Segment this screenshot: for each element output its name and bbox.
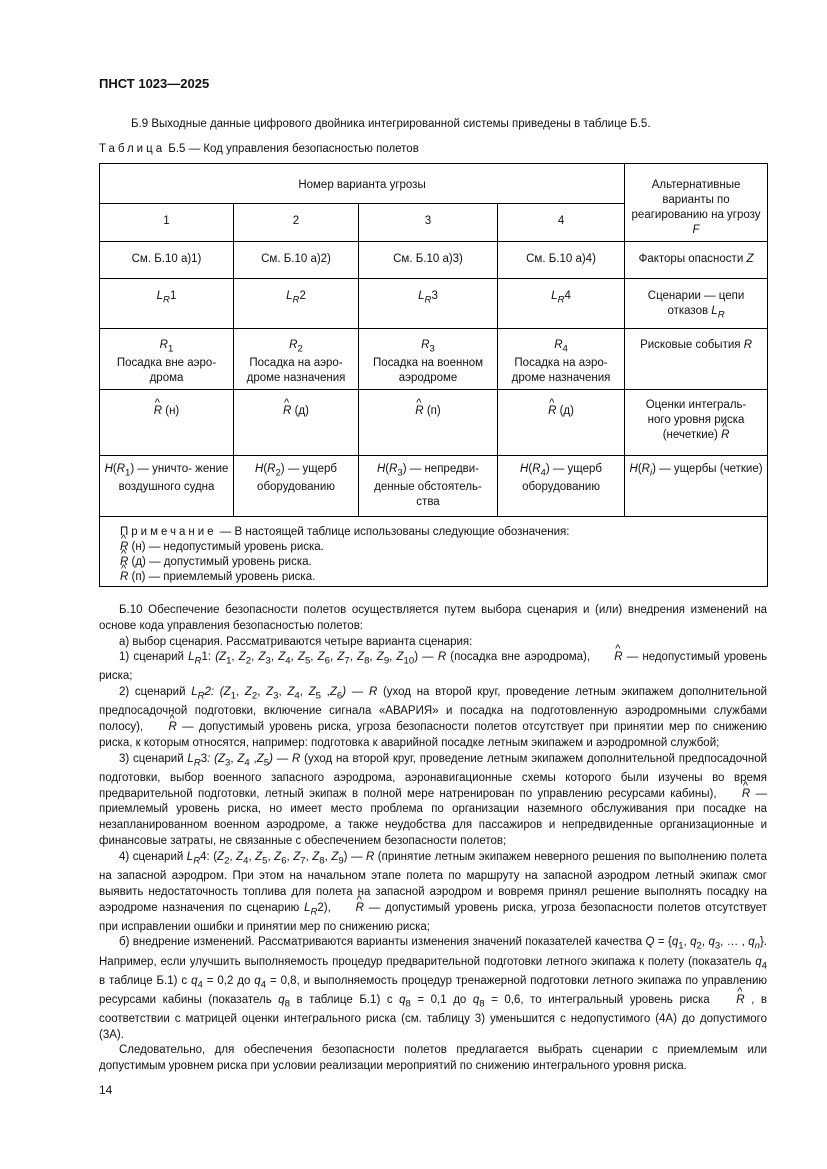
risk-alt: Рисковые события R bbox=[625, 329, 768, 390]
risk-cell: $R_4$ Посадка на аэро- дроме назначения bbox=[498, 329, 625, 390]
scenario-cell: $L_R1$ bbox=[100, 279, 234, 329]
factor-alt: Факторы опасности Z bbox=[625, 242, 768, 279]
note-item: (д) — допустимый уровень риска. bbox=[131, 556, 312, 568]
page-number: 14 bbox=[99, 1083, 113, 1097]
main-text bbox=[99, 603, 767, 1075]
note-item: (н) — недопустимый уровень риска. bbox=[131, 541, 324, 553]
group-header: Номер варианта угрозы bbox=[100, 164, 625, 204]
table-note: Примечание — В настоящей таблице использованы следующие обозначения: ^ R (н) — недопустимый уровень риска. ^ R (д) — допустимый уровень риска. ^ R (п) — приемлемый уровень риска. bbox=[100, 517, 768, 587]
caption-text: Б.5 — Код управления безопасностью полетов bbox=[168, 143, 419, 155]
intro-paragraph: Б.9 Выходные данные цифрового двойника интегрированной системы приведены в таблице Б.5. bbox=[131, 118, 651, 130]
scenario-cell: $L_R3$ bbox=[359, 279, 498, 329]
col-number: 3 bbox=[359, 204, 498, 242]
estimate-cell: ^ R (д) bbox=[498, 390, 625, 456]
scenario-alt: Сценарии — цепи отказов $L_R$ bbox=[625, 279, 768, 329]
risk-cell: $R_3$ Посадка на военном аэродроме bbox=[359, 329, 498, 390]
damage-alt: $H(R_i)$ — ущербы (четкие) bbox=[625, 456, 768, 517]
paragraph: 3) сценарий $L_R3$: ($Z_3$, $Z_4$ $,Z_5$) — R (уход на второй круг, проведение летным экипажем дополнительной предпосадочной подготовки, выбор военного запасного аэродрома, аэронавигационные схемы которого были изучены во время предварительной подготовки, летный экипаж в полной мере натренирован по управлению ресурсами кабины), ^ R — приемлемый уровень риска, но имеет место проблема по организации наземного обслуживания при посадке на незапланированном военном аэродроме, а также неудобства для пассажиров и непредвиденные организационные и финансовые затраты, не связанные с обеспечением безопасности полетов; bbox=[99, 752, 767, 850]
factor-cell: См. Б.10 а)1) bbox=[100, 242, 234, 279]
col-number: 1 bbox=[100, 204, 234, 242]
document-id: ПНСТ 1023—2025 bbox=[99, 76, 210, 91]
estimate-alt: Оценки интеграль- ного уровня риска (нечеткие) ^ R bbox=[625, 390, 768, 456]
paragraph: 4) сценарий $L_R4$: ($Z_2$, $Z_4$, $Z_5$, $Z_6$, $Z_7$, $Z_8$, $Z_9$) — R (принятие летным экипажем неверного решения по выполнению полета на запасной аэродром. При этом на начальном этапе полета по маршруту на запасной аэродром летный экипаж смог выявить недостаточность топлива для полета на запасной аэродром и вовремя принял решение выполнять посадку на аэродроме назначения по сценарию $L_R2$), ^ R — допустимый уровень риска, угроза безопасности полетов отсутствует при исправлении ошибки и принятии мер по снижению риска; bbox=[99, 850, 767, 936]
factor-cell: См. Б.10 а)3) bbox=[359, 242, 498, 279]
paragraph: а) выбор сценария. Рассматриваются четыре варианта сценария: bbox=[119, 635, 473, 648]
alt-header: Альтернативные варианты по реагированию на угрозу F bbox=[625, 164, 768, 242]
estimate-cell: ^ R (н) bbox=[100, 390, 234, 456]
col-number: 4 bbox=[498, 204, 625, 242]
damage-cell: $H(R_3)$ — непредви- денные обстоятель- ства bbox=[359, 456, 498, 517]
estimate-cell: ^ R (п) bbox=[359, 390, 498, 456]
factor-cell: См. Б.10 а)2) bbox=[234, 242, 359, 279]
estimate-cell: ^ R (д) bbox=[234, 390, 359, 456]
safety-code-table bbox=[99, 163, 768, 587]
paragraph: Следовательно, для обеспечения безопасности полетов предлагается выбрать сценарии с приемлемым или допустимым уровнем риска при условии реализации мероприятий по снижению интегрального уровня риска. bbox=[99, 1044, 767, 1073]
damage-cell: $H(R_2)$ — ущерб оборудованию bbox=[234, 456, 359, 517]
note-intro: — В настоящей таблице использованы следующие обозначения: bbox=[219, 526, 570, 538]
paragraph: 2) сценарий $L_R2$: ($Z_1$, $Z_2$, $Z_3$, $Z_4$, $Z_5$ $,Z_6$) — R (уход на второй круг, проведение летным экипажем дополнительной предпосадочной подготовки, включение сигнала «АВАРИЯ» и посадка на подготовленную аэродромными службами полосу), ^ R — допустимый уровень риска, угроза безопасности полетов отсутствует при принятии мер по снижению риска, к которым относятся, например: подготовка к аварийной посадке летным экипажем и аэродромной службой; bbox=[99, 685, 767, 751]
paragraph: б) внедрение изменений. Рассматриваются варианты изменения значений показателей качества $Q = \{q_1$, $q_2$, $q_3$, … , $q_n$}. Например, если улучшить выполняемость процедур предварительной подготовки летного экипажа к полету (показатель $q_4$ в таблице Б.1) с $q_4 = 0,2$ до $q_4 = 0,8$, и выполняемость процедур тренажерной подготовки летного экипажа по управлению ресурсами кабины (показатель $q_8$ в таблице Б.1) с $q_8 = 0,1$ до $q_8 = 0,6$, то интегральный уровень риска ^ R , в соответствии с матрицей оценки интегрального риска (см. таблицу 3) уменьшится с недопустимого (4А) до допустимого (3А). bbox=[99, 935, 767, 1043]
table-caption bbox=[99, 143, 419, 155]
caption-word: Таблица bbox=[99, 143, 166, 155]
damage-cell: $H(R_4)$ — ущерб оборудованию bbox=[498, 456, 625, 517]
note-item: (п) — приемлемый уровень риска. bbox=[131, 571, 316, 583]
paragraph: Б.10 Обеспечение безопасности полетов осуществляется путем выбора сценария и (или) внедрения изменений на основе кода управления безопасностью полетов: bbox=[99, 604, 767, 632]
risk-cell: $R_1$ Посадка вне аэро- дрома bbox=[100, 329, 234, 390]
col-number: 2 bbox=[234, 204, 359, 242]
risk-cell: $R_2$ Посадка на аэро- дроме назначения bbox=[234, 329, 359, 390]
scenario-cell: $L_R2$ bbox=[234, 279, 359, 329]
scenario-cell: $L_R4$ bbox=[498, 279, 625, 329]
note-word: Примечание bbox=[120, 526, 217, 538]
paragraph: 1) сценарий $L_R1$: ($Z_1$, $Z_2$, $Z_3$, $Z_4$, $Z_5$, $Z_6$, $Z_7$, $Z_8$, $Z_9$, $Z_{10}$) — R (посадка вне аэродрома), ^ R — недопустимый уровень риска; bbox=[99, 650, 767, 685]
damage-cell: $H(R_1)$ — уничто- жение воздушного судна bbox=[100, 456, 234, 517]
factor-cell: См. Б.10 а)4) bbox=[498, 242, 625, 279]
